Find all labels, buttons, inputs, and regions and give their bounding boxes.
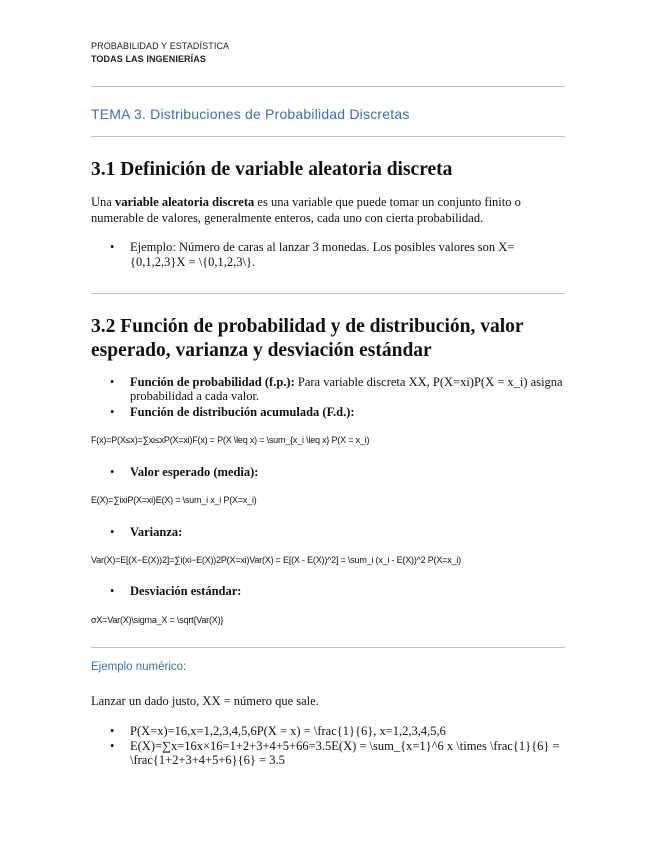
- section-heading-3-2: [91, 315, 524, 363]
- bullet-icon: •: [110, 405, 115, 419]
- para-text: es una variable que puede tomar un conjunto finito o numerable de valores, generalmente enteros, cada uno con cierta probabilidad.: [91, 195, 521, 225]
- example-heading: Ejemplo numérico:: [91, 661, 187, 673]
- bullet-icon: •: [110, 465, 115, 479]
- example-bullet-1: P(X=x)=16,x=1,2,3,4,5,6P(X = x) = \frac{1}{6}, x=1,2,3,4,5,6: [130, 724, 446, 738]
- header-course: PROBABILIDAD Y ESTADÍSTICA: [91, 41, 230, 51]
- var-label: Varianza:: [130, 525, 183, 539]
- divider: [91, 293, 565, 294]
- example-bullet: Ejemplo: Número de caras al lanzar 3 monedas. Los posibles valores son X={0,1,2,3}X = \{0,1,2,3\}.: [130, 240, 515, 269]
- divider: [91, 86, 565, 87]
- divider: [91, 647, 565, 648]
- ve-label: Valor esperado (media):: [130, 465, 259, 479]
- ve-formula: E(X)=∑ixiP(X=xi)E(X) = \sum_i x_i P(X=x_i): [91, 495, 257, 505]
- fp-text: Para variable discreta XX, P(X=xi)P(X = x_i) asigna probabilidad a cada valor.: [130, 375, 563, 403]
- example-bullet-2: E(X)=∑x=16x×16=1+2+3+4+5+66=3.5E(X) = \sum_{x=1}^6 x \times \frac{1}{6} = \frac{1+2+3+4+5+6}{6} = 3.5: [130, 739, 560, 767]
- heading-line: 3.2 Función de probabilidad y de distribución, valor: [91, 316, 524, 337]
- example-intro: Lanzar un dado justo, XX = número que sale.: [91, 694, 319, 708]
- bullet-icon: •: [110, 240, 115, 254]
- bullet-icon: •: [110, 724, 115, 738]
- var-bullet: [130, 525, 565, 539]
- running-header: [91, 40, 229, 66]
- heading-line: esperado, varianza y desviación estándar: [91, 340, 432, 361]
- ve-bullet: [130, 465, 565, 479]
- para-text: Una: [91, 195, 115, 209]
- header-audience: TODAS LAS INGENIERÍAS: [91, 54, 206, 64]
- divider: [91, 136, 565, 137]
- de-formula: σX=Var(X)\sigma_X = \sqrt{Var(X)}: [91, 615, 224, 625]
- definition-paragraph: [91, 194, 565, 226]
- fp-bullet: [130, 375, 565, 403]
- de-label: Desviación estándar:: [130, 584, 242, 598]
- term-bold: variable aleatoria discreta: [114, 195, 255, 209]
- fd-bullet: [130, 405, 565, 419]
- bullet-icon: •: [110, 584, 115, 598]
- var-formula: Var(X)=E[(X−E(X))2]=∑i(xi−E(X))2P(X=xi)Var(X) = E[(X - E(X))^2] = \sum_i (x_i - E(X))^2 P(X=x_i): [91, 555, 461, 565]
- section-heading-3-1: 3.1 Definición de variable aleatoria discreta: [91, 159, 453, 180]
- fd-formula: F(x)=P(X≤x)=∑xi≤xP(X=xi)F(x) = P(X \leq x) = \sum_{x_i \leq x} P(X = x_i): [91, 435, 370, 445]
- fp-label: Función de probabilidad (f.p.):: [130, 375, 295, 389]
- chapter-title: TEMA 3. Distribuciones de Probabilidad Discretas: [91, 106, 410, 122]
- de-bullet: [130, 584, 565, 598]
- bullet-icon: •: [110, 525, 115, 539]
- fd-label: Función de distribución acumulada (F.d.):: [130, 405, 355, 419]
- bullet-icon: •: [110, 375, 115, 389]
- bullet-icon: •: [110, 739, 115, 753]
